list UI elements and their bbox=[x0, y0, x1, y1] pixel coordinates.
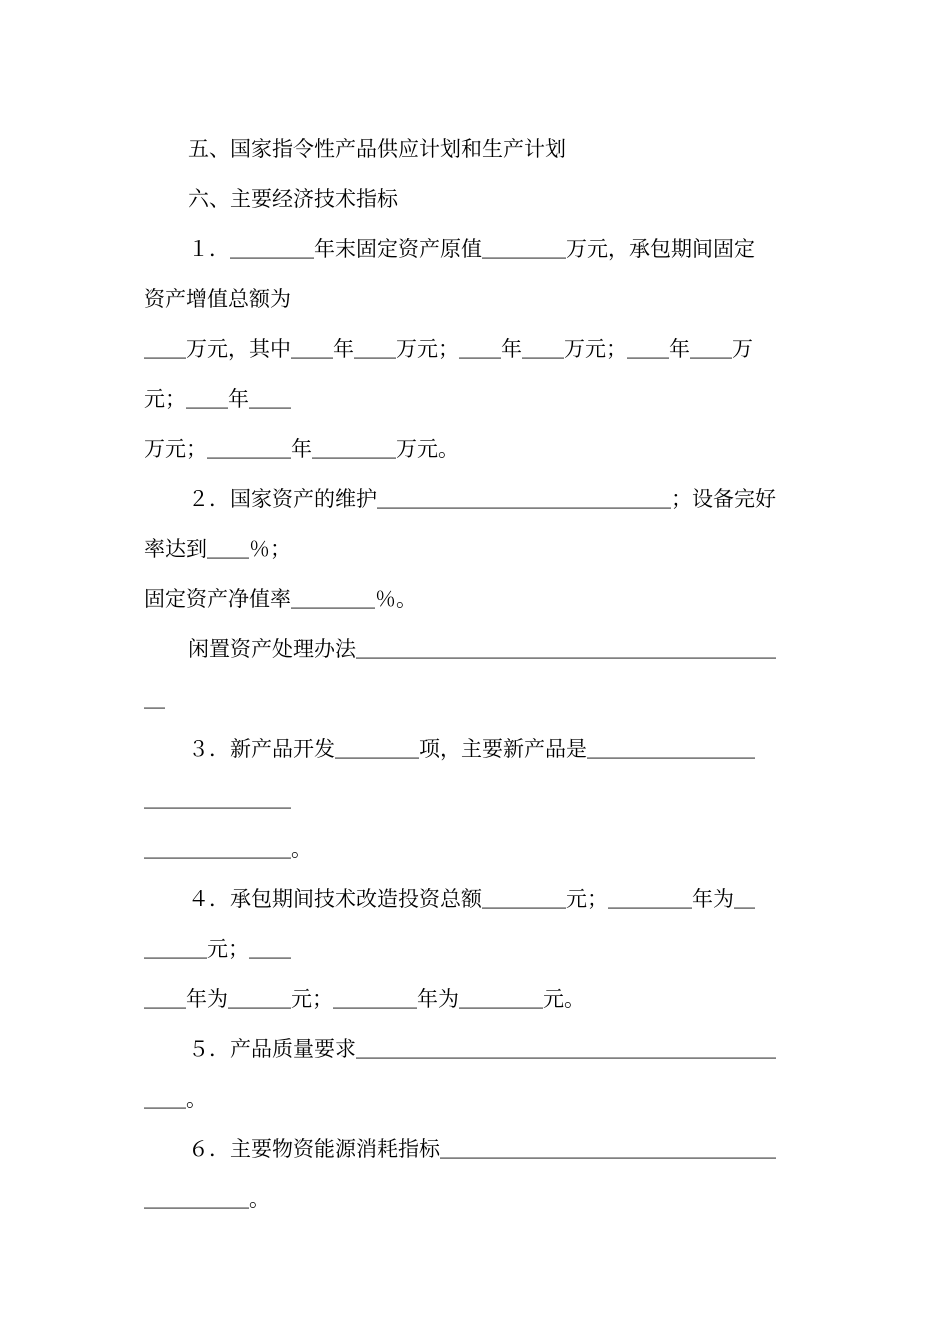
item-4-line-2: ＿＿＿元；＿＿ bbox=[144, 937, 291, 961]
item-3-line-2: ＿＿＿＿＿＿＿ bbox=[144, 787, 291, 811]
item-4-line-1: ４．承包期间技术改造投资总额＿＿＿＿元；＿＿＿＿年为＿ bbox=[188, 887, 755, 911]
item-5-line-2: ＿＿。 bbox=[144, 1087, 207, 1111]
item-4-line-3: ＿＿年为＿＿＿元；＿＿＿＿年为＿＿＿＿元。 bbox=[144, 987, 585, 1011]
item-2-line-3: 固定资产净值率＿＿＿＿％。 bbox=[144, 587, 417, 611]
item-1-line-3: ＿＿万元，其中＿＿年＿＿万元；＿＿年＿＿万元；＿＿年＿＿万 bbox=[144, 337, 753, 361]
item-6-line-1: ６．主要物资能源消耗指标＿＿＿＿＿＿＿＿＿＿＿＿＿＿＿＿ bbox=[188, 1137, 776, 1161]
item-1-line-1: １．＿＿＿＿年末固定资产原值＿＿＿＿万元，承包期间固定 bbox=[188, 237, 755, 261]
item-1-line-2: 资产增值总额为 bbox=[144, 287, 291, 311]
item-6-line-2: ＿＿＿＿＿。 bbox=[144, 1187, 270, 1211]
item-1-line-4: 元；＿＿年＿＿ bbox=[144, 387, 291, 411]
item-3-line-3: ＿＿＿＿＿＿＿。 bbox=[144, 837, 312, 861]
item-1-line-5: 万元；＿＿＿＿年＿＿＿＿万元。 bbox=[144, 437, 459, 461]
item-2-line-2: 率达到＿＿％； bbox=[144, 537, 291, 561]
item-3-line-1: ３．新产品开发＿＿＿＿项，主要新产品是＿＿＿＿＿＿＿＿ bbox=[188, 737, 755, 761]
section-five-heading: 五、国家指令性产品供应计划和生产计划 bbox=[188, 137, 566, 161]
item-5-line-1: ５．产品质量要求＿＿＿＿＿＿＿＿＿＿＿＿＿＿＿＿＿＿＿＿ bbox=[188, 1037, 776, 1061]
item-2-line-1: ２．国家资产的维护＿＿＿＿＿＿＿＿＿＿＿＿＿＿；设备完好 bbox=[188, 487, 776, 511]
idle-assets-line-2: ＿ bbox=[144, 687, 165, 711]
idle-assets-line-1: 闲置资产处理办法＿＿＿＿＿＿＿＿＿＿＿＿＿＿＿＿＿＿＿＿ bbox=[188, 637, 776, 661]
section-six-heading: 六、主要经济技术指标 bbox=[188, 187, 398, 211]
